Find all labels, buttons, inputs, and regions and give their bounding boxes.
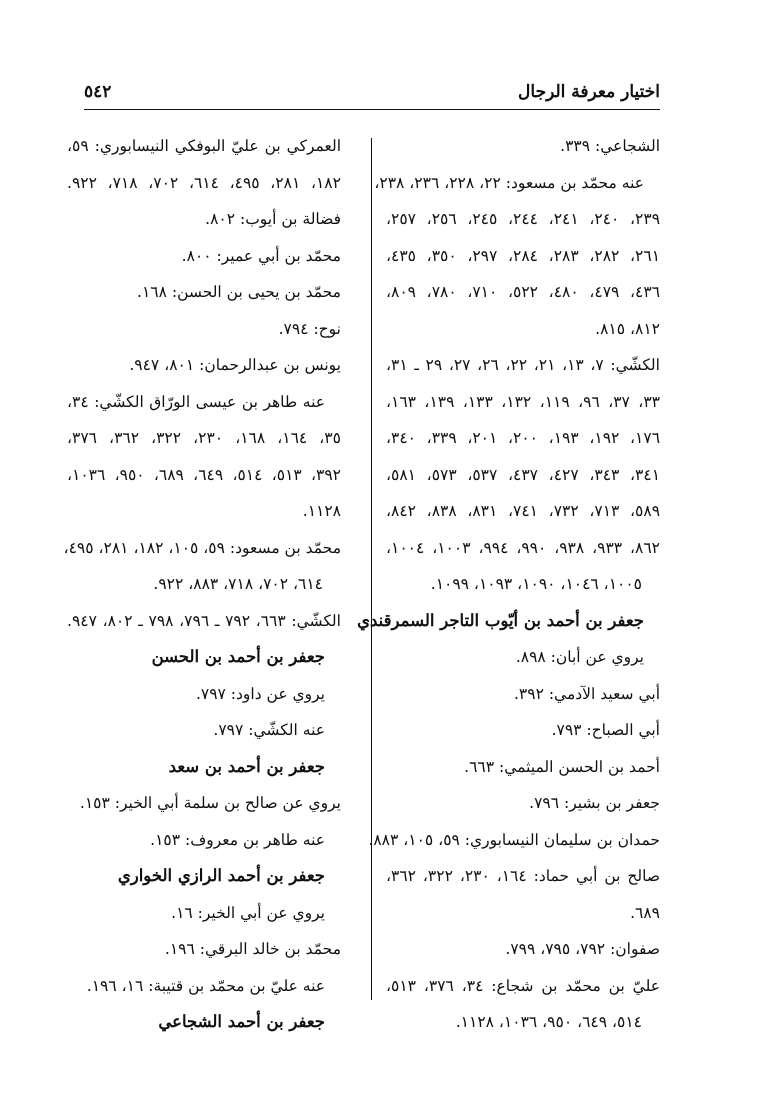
running-header bbox=[84, 78, 660, 106]
text-line: يروي عن صالح بن سلمة أبي الخير: ١٥٣. bbox=[79, 794, 341, 812]
entry-heading: جعفر بن أحمد بن سعد bbox=[168, 756, 325, 776]
text-line: ٦٨٩. bbox=[630, 903, 660, 922]
text-line: عنه محمّد بن مسعود: ٢٢، ٢٢٨، ٢٣٦، ٢٣٨، bbox=[374, 173, 644, 192]
book-title: اختيار معرفة الرجال bbox=[518, 82, 660, 102]
header-rule bbox=[84, 109, 660, 110]
text-line: ٦١٤، ٧٠٢، ٧١٨، ٨٨٣، ٩٢٢. bbox=[153, 575, 323, 593]
text-line: أبي سعيد الآدمي: ٣٩٢. bbox=[513, 684, 660, 703]
text-line: ١٧٦، ١٩٢، ١٩٣، ٢٠٠، ٢٠١، ٣٣٩، ٣٤٠، bbox=[386, 429, 661, 447]
text-line: عنه عليّ بن محمّد بن قتيبة: ١٦، ١٩٦. bbox=[86, 976, 325, 995]
text-line: ١٨٢، ٢٨١، ٤٩٥، ٦١٤، ٧٠٢، ٧١٨، ٩٢٢. bbox=[67, 173, 341, 192]
text-line: حمدان بن سليمان النيسابوري: ٥٩، ١٠٥، ٨٨٣. bbox=[368, 830, 660, 849]
text-line: ٣٥، ١٦٤، ١٦٨، ٢٣٠، ٣٢٢، ٣٦٢، ٣٧٦، bbox=[67, 429, 341, 447]
text-line: عنه طاهر بن معروف: ١٥٣. bbox=[150, 830, 325, 849]
right-column bbox=[357, 128, 661, 1041]
text-line: صفوان: ٧٩٢، ٧٩٥، ٧٩٩. bbox=[505, 940, 660, 958]
text-line: محمّد بن مسعود: ٥٩، ١٠٥، ١٨٢، ٢٨١، ٤٩٥، bbox=[63, 538, 341, 557]
text-line: ١٠٠٥، ١٠٤٦، ١٠٩٠، ١٠٩٣، ١٠٩٩. bbox=[430, 575, 642, 593]
text-line: ٥٨٩، ٧١٣، ٧٣٢، ٧٤١، ٨٣١، ٨٣٨، ٨٤٢، bbox=[386, 502, 661, 520]
text-line: ٣٤١، ٣٤٣، ٤٢٧، ٤٣٧، ٥٣٧، ٥٧٣، ٥٨١، bbox=[386, 465, 661, 484]
text-line: الكشّي: ٧، ١٣، ٢١، ٢٢، ٢٦، ٢٧، ٢٩ ـ ٣١، bbox=[386, 356, 660, 374]
text-line: أحمد بن الحسن الميثمي: ٦٦٣. bbox=[464, 757, 660, 776]
text-line: ٤٣٦، ٤٧٩، ٤٨٠، ٥٢٢، ٧١٠، ٧٨٠، ٨٠٩، bbox=[386, 283, 661, 301]
text-line: يروي عن داود: ٧٩٧. bbox=[195, 684, 325, 703]
text-line: عنه طاهر بن عيسى الورّاق الكشّي: ٣٤، bbox=[67, 392, 325, 411]
column-divider bbox=[371, 138, 372, 1000]
text-line: الشجاعي: ٣٣٩. bbox=[560, 137, 660, 155]
entry-heading: جعفر بن أحمد الرازي الخواري bbox=[117, 866, 325, 885]
text-line: صالح بن أبي حماد: ١٦٤، ٢٣٠، ٣٢٢، ٣٦٢، bbox=[386, 867, 661, 885]
text-line: العمركي بن عليّ البوفكي النيسابوري: ٥٩، bbox=[67, 137, 341, 155]
text-line: نوح: ٧٩٤. bbox=[278, 319, 341, 338]
entry-heading: جعفر بن أحمد بن أيّوب التاجر السمرقندي bbox=[357, 610, 644, 630]
text-line: الكشّي: ٦٦٣، ٧٩٢ ـ ٧٩٦، ٧٩٨ ـ ٨٠٢، ٩٤٧. bbox=[67, 611, 341, 630]
text-line: عنه الكشّي: ٧٩٧. bbox=[213, 721, 325, 739]
text-line: ٨٦٢، ٩٣٣، ٩٣٨، ٩٩٠، ٩٩٤، ١٠٠٣، ١٠٠٤، bbox=[386, 538, 660, 557]
text-line: ٨١٢، ٨١٥. bbox=[595, 319, 660, 338]
text-line: ١١٢٨. bbox=[302, 502, 341, 520]
left-column bbox=[63, 128, 342, 1041]
text-line: محمّد بن أبي عمير: ٨٠٠. bbox=[181, 246, 341, 265]
text-line: ٢٦١، ٢٨٢، ٢٨٣، ٢٨٤، ٢٩٧، ٣٥٠، ٤٣٥، bbox=[386, 246, 661, 265]
entry-heading: جعفر بن أحمد الشجاعي bbox=[158, 1012, 325, 1031]
text-line: ٥١٤، ٦٤٩، ٩٥٠، ١٠٣٦، ١١٢٨. bbox=[455, 1013, 642, 1031]
page-number: ٥٤٢ bbox=[84, 82, 112, 102]
entry-heading: جعفر بن أحمد بن الحسن bbox=[151, 647, 325, 666]
text-line: جعفر بن بشير: ٧٩٦. bbox=[529, 794, 660, 812]
text-line: ٣٣، ٣٧، ٩٦، ١١٩، ١٣٢، ١٣٣، ١٣٩، ١٦٣، bbox=[386, 392, 660, 411]
text-line: ٢٣٩، ٢٤٠، ٢٤١، ٢٤٤، ٢٤٥، ٢٥٦، ٢٥٧، bbox=[386, 210, 661, 228]
text-line: محمّد بن خالد البرقي: ١٩٦. bbox=[164, 940, 341, 958]
text-line: أبي الصباح: ٧٩٣. bbox=[551, 721, 660, 739]
text-line: فضالة بن أيوب: ٨٠٢. bbox=[205, 210, 341, 228]
text-line: عليّ بن محمّد بن شجاع: ٣٤، ٣٧٦، ٥١٣، bbox=[386, 976, 660, 995]
text-line: محمّد بن يحيى بن الحسن: ١٦٨. bbox=[137, 283, 341, 301]
text-line: يروي عن أبان: ٨٩٨. bbox=[515, 648, 644, 666]
text-line: يونس بن عبدالرحمان: ٨٠١، ٩٤٧. bbox=[129, 356, 341, 374]
text-line: ٣٩٢، ٥١٣، ٥١٤، ٦٤٩، ٦٨٩، ٩٥٠، ١٠٣٦، bbox=[67, 465, 342, 484]
text-line: يروي عن أبي الخير: ١٦. bbox=[171, 903, 325, 922]
